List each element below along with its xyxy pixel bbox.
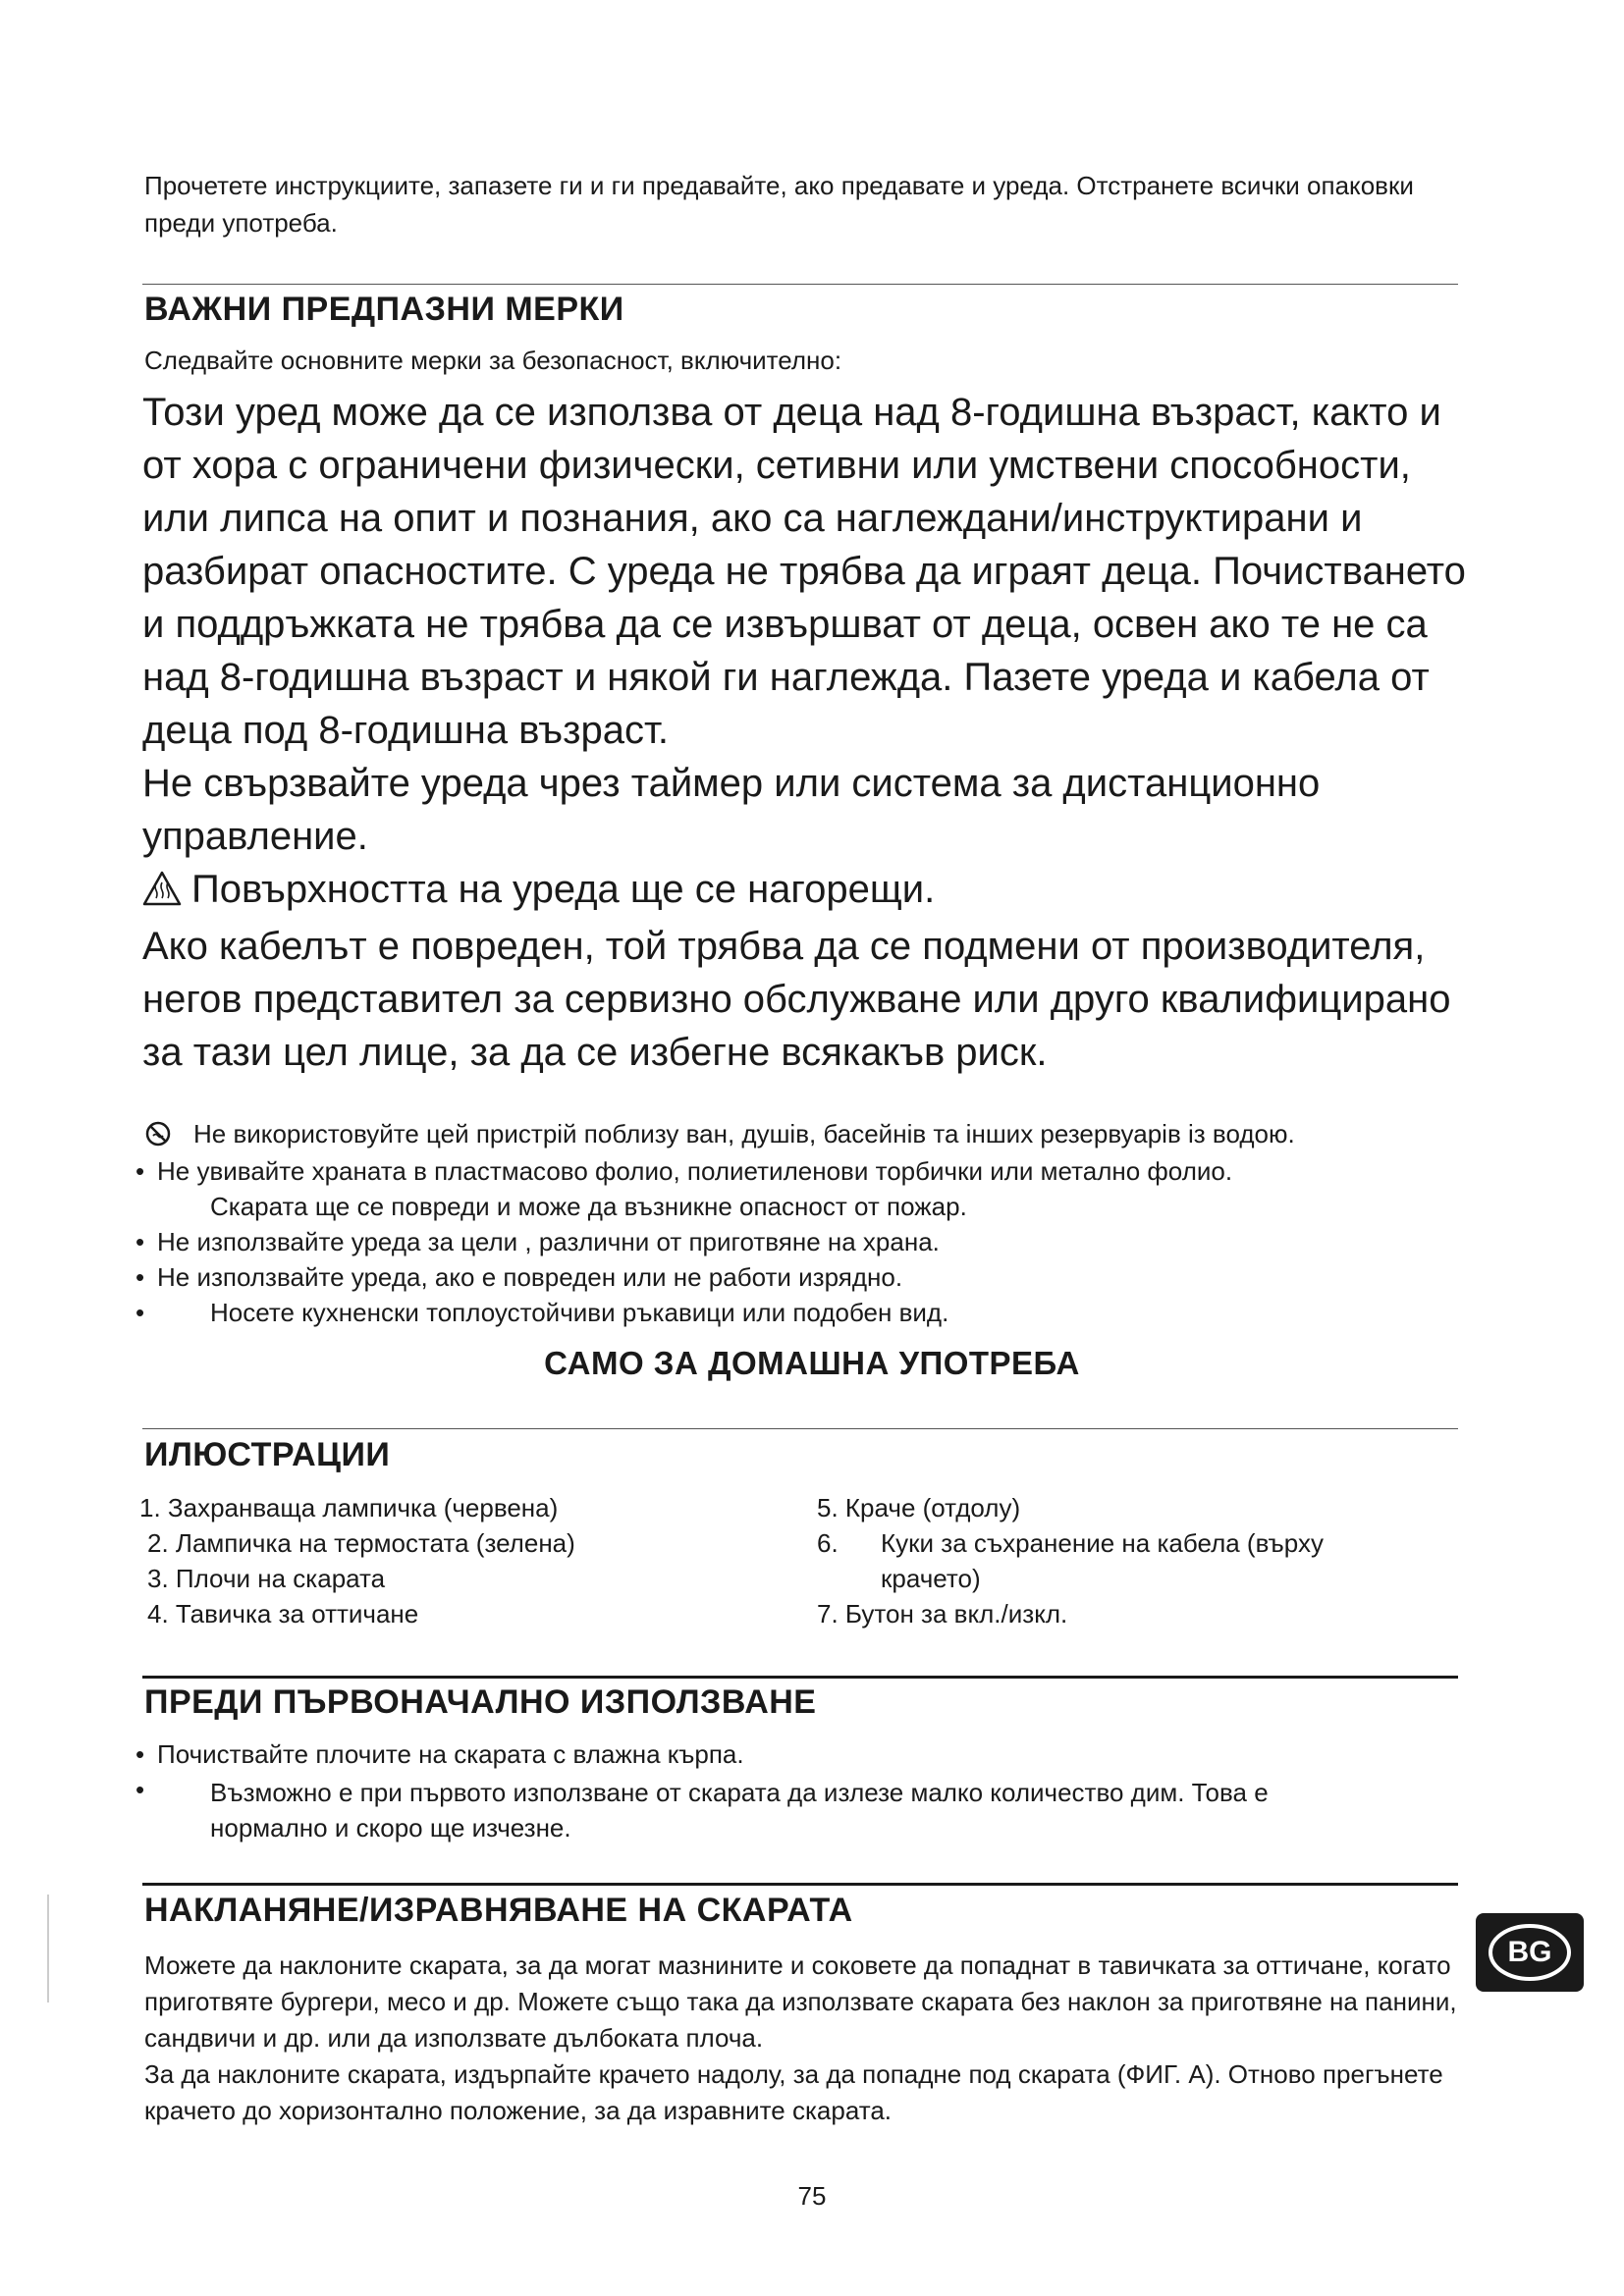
bullet-item: Не използвайте уреда за цели , различни от приготвяне на храна. <box>157 1227 940 1256</box>
illustration-item: 4. Тавичка за оттичане <box>147 1599 419 1629</box>
first-use-heading: ПРЕДИ ПЪРВОНАЧАЛНО ИЗПОЛЗВАНЕ <box>144 1683 817 1721</box>
no-water-icon <box>144 1120 172 1154</box>
divider <box>142 284 1458 285</box>
tilting-paragraph: За да наклоните скарата, издърпайте крачето надолу, за да попадне под скарата (ФИГ. А). Отново прегънете крачето до хоризонтално положение, за да изравните скарата. <box>144 2059 1443 2125</box>
illustration-item-number: 6. <box>817 1528 839 1558</box>
language-badge <box>1476 1913 1584 1992</box>
hot-surface-warning <box>142 863 1488 920</box>
no-water-text: Не використовуйте цей пристрій поблизу ван, душів, басейнів та інших резервуарів із водою. <box>193 1119 1295 1148</box>
household-use-heading: САМО ЗА ДОМАШНА УПОТРЕБА <box>544 1345 1080 1381</box>
bullet-item: Почиствайте плочите на скарата с влажна кърпа. <box>157 1739 744 1769</box>
bullet-marker: • <box>135 1227 145 1256</box>
divider <box>142 1676 1458 1679</box>
hot-surface-text: Повърхността на уреда ще се нагорещи. <box>191 868 936 911</box>
bullet-marker: • <box>135 1775 145 1804</box>
safety-subheading: Следвайте основните мерки за безопасност, включително: <box>144 346 842 375</box>
no-water-row <box>144 1119 1295 1154</box>
illustrations-heading: ИЛЮСТРАЦИИ <box>144 1436 391 1473</box>
bullet-item-continuation: Скарата ще се повреди и може да възникне опасност от пожар. <box>210 1192 967 1221</box>
children-warning: Този уред може да се използва от деца над 8-годишна възраст, както и от хора с ограничени физически, сетивни или умствени способности, или липса на опит и познания, ако са наглеждани/инструктирани и разбират опасностите. С уреда не трябва да играят деца. Почистването и поддръжката не трябва да се извършват от деца, освен ако те не са над 8-годишна възраст и някой ги наглежда. Пазете уреда и кабела от деца под 8-годишна възраст. <box>142 391 1466 752</box>
timer-warning: Не свързвайте уреда чрез таймер или система за дистанционно управление. <box>142 762 1321 858</box>
tilting-heading: НАКЛАНЯНЕ/ИЗРАВНЯВАНЕ НА СКАРАТА <box>144 1892 853 1929</box>
page-number: 75 <box>797 2181 827 2211</box>
illustration-item: 3. Плочи на скарата <box>147 1564 386 1593</box>
bullet-marker: • <box>135 1262 145 1292</box>
illustration-item: 7. Бутон за вкл./изкл. <box>817 1599 1068 1629</box>
illustration-item: 5. Краче (отдолу) <box>817 1493 1021 1522</box>
illustration-item: Куки за съхранение на кабела (върху <box>881 1528 1324 1558</box>
illustration-item: 2. Лампичка на термостата (зелена) <box>147 1528 575 1558</box>
intro-text: Прочетете инструкциите, запазете ги и ги предавайте, ако предавате и уреда. Отстранете всички опаковки преди употреба. <box>144 171 1414 238</box>
bullet-item: Възможно е при първото използване от скарата да излезе малко количество дим. Това е нормално и скоро ще изчезне. <box>210 1778 1269 1842</box>
illustration-item-continuation: крачето) <box>881 1564 981 1593</box>
illustration-item: 1. Захранваща лампичка (червена) <box>139 1493 559 1522</box>
safety-heading: ВАЖНИ ПРЕДПАЗНИ МЕРКИ <box>144 291 624 328</box>
bullet-item: Не увивайте храната в пластмасово фолио, полиетиленови торбички или метално фолио. <box>157 1156 1233 1186</box>
bullet-marker: • <box>135 1156 145 1186</box>
safety-main-warnings <box>142 386 1488 1079</box>
language-code: BG <box>1507 1936 1552 1968</box>
bullet-marker: • <box>135 1298 145 1327</box>
bullet-item: Носете кухненски топлоустойчиви ръкавици или подобен вид. <box>210 1298 949 1327</box>
hot-surface-warning-icon <box>142 867 182 920</box>
bullet-marker: • <box>135 1739 145 1769</box>
divider <box>142 1428 1458 1429</box>
bullet-item: Не използвайте уреда, ако е повреден или не работи изрядно. <box>157 1262 903 1292</box>
tilting-text <box>144 1948 1480 2129</box>
tilting-paragraph: Можете да наклоните скарата, за да могат мазнините и соковете да попаднат в тавичката за оттичане, когато приготвяте бургери, месо и др. Можете също така да използвате скарата без наклон за приготвяне на панини, сандвичи и др. или да използвате дълбоката плоча. <box>144 1950 1457 2053</box>
divider <box>142 1883 1458 1886</box>
margin-line <box>47 1895 49 2002</box>
cable-warning: Ако кабелът е повреден, той трябва да се подмени от производителя, негов представител за сервизно обслужване или друго квалифицирано за тази цел лице, за да се избегне всякакъв риск. <box>142 925 1451 1074</box>
